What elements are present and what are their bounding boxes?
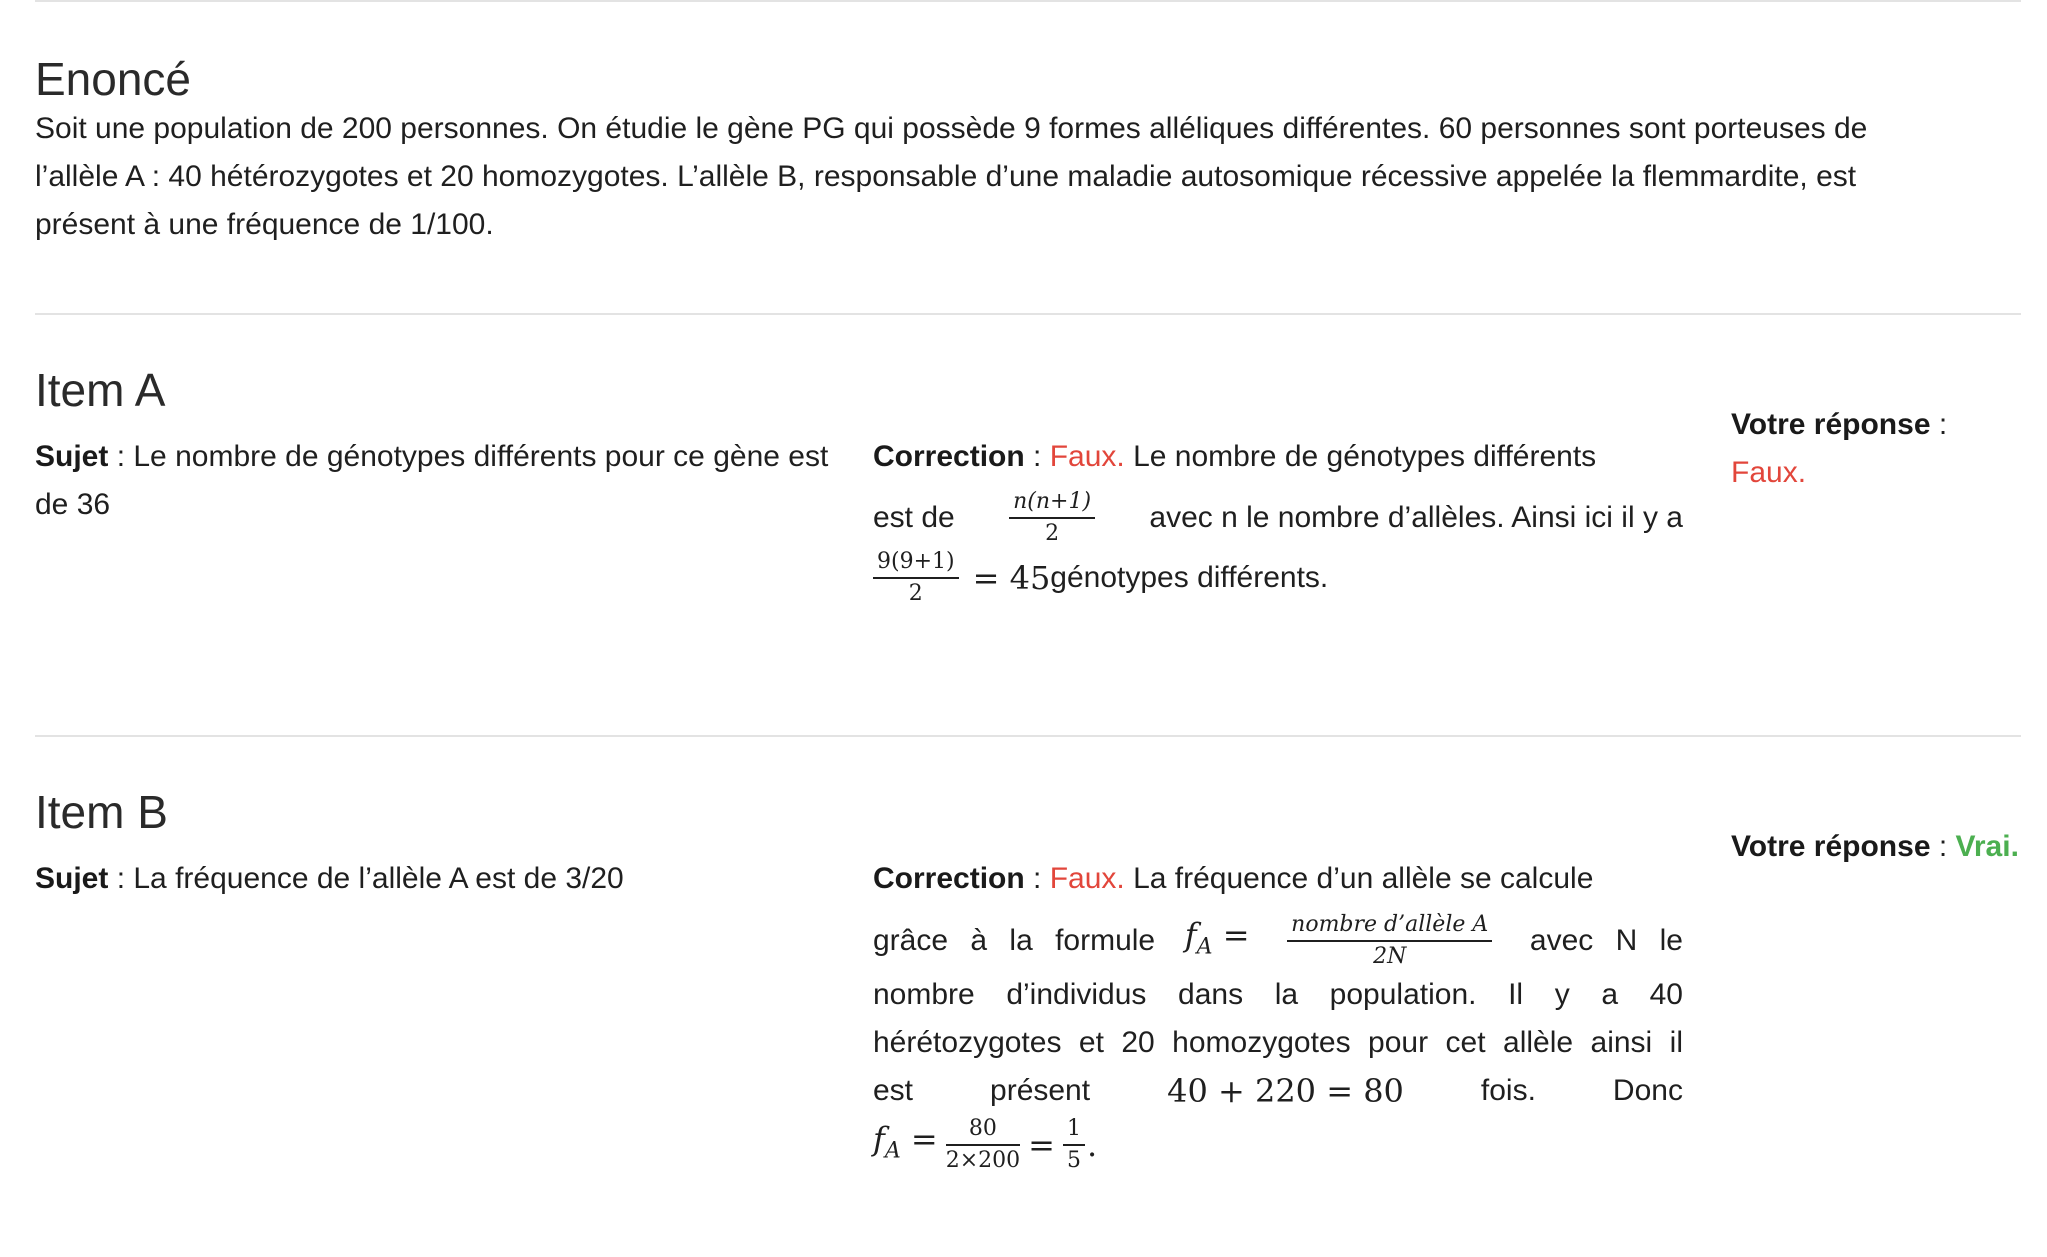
correction-line: [873, 855, 1683, 903]
item-title: Item B: [35, 785, 168, 838]
fraction: [1287, 912, 1492, 970]
correction-line: [873, 549, 1683, 607]
colon: :: [1930, 829, 1956, 863]
colon: :: [1024, 861, 1050, 895]
item-correction: [873, 433, 1683, 607]
fraction-denominator: 2×200: [945, 1148, 1021, 1174]
colon: :: [108, 439, 134, 473]
page: [35, 0, 2021, 1257]
fraction-denominator: 2: [1045, 520, 1060, 546]
correction-label: Correction: [873, 861, 1025, 895]
equation: 40 + 220 = 80: [1167, 1071, 1404, 1110]
correction-line: [873, 433, 1683, 481]
colon: :: [1024, 439, 1050, 473]
period: .: [1086, 1126, 1098, 1165]
correction-line: [873, 489, 1683, 547]
correction-line: [873, 1115, 1683, 1175]
correction-verdict: Faux.: [1049, 439, 1125, 473]
fraction: [946, 1116, 1020, 1174]
reponse-label: Votre réponse: [1731, 829, 1931, 863]
fraction-denominator: 2N: [1373, 943, 1407, 969]
correction-text: grâce à la formule: [873, 923, 1156, 957]
correction-text: La fréquence d’un allèle se calcule: [1124, 861, 1594, 895]
fraction-numerator: 9(9+1): [873, 549, 959, 579]
item-correction: [873, 855, 1683, 1176]
divider: [35, 0, 2021, 2]
correction-text: avec N le: [1529, 923, 1683, 957]
fraction: [1009, 489, 1095, 547]
enonce-line: présent à une fréquence de 1/100.: [35, 207, 494, 241]
formula-lhs: $f_A$ =: [1184, 915, 1250, 959]
correction-line: [873, 911, 1683, 971]
correction-line: nombre d’individus dans la population. Il y a 40: [873, 977, 1683, 1011]
enonce-section: [35, 54, 2021, 249]
item-reponse: [1731, 823, 2031, 871]
enonce-line: Soit une population de 200 personnes. On étudie le gène PG qui possède 9 formes alléliques différentes. 60 personnes sont porteuses de: [35, 111, 1868, 145]
item-a: [35, 315, 2021, 735]
reponse-value: Faux.: [1731, 455, 1807, 489]
correction-text: est de: [873, 500, 955, 534]
reponse-label: Votre réponse: [1731, 407, 1931, 441]
fraction-numerator: nombre d’allèle A: [1287, 912, 1492, 942]
fraction: [873, 549, 959, 607]
fraction-numerator: 80: [946, 1116, 1020, 1146]
item-reponse: [1731, 401, 2031, 497]
correction-text: Le nombre de génotypes différents: [1124, 439, 1597, 473]
colon: :: [108, 861, 134, 895]
correction-text: Donc: [1612, 1073, 1683, 1107]
sujet-text: La fréquence de l’allèle A est de 3/20: [133, 861, 624, 895]
correction-text: fois.: [1480, 1073, 1536, 1107]
item-sujet: [35, 433, 835, 529]
sujet-text: Le nombre de génotypes différents pour ce gène est de 36: [35, 439, 829, 521]
enonce-text: [35, 105, 2021, 249]
fraction-denominator: 2: [908, 580, 923, 606]
fraction-numerator: n(n+1): [1009, 489, 1095, 519]
item-title: Item A: [35, 363, 166, 416]
reponse-value: Vrai.: [1955, 829, 2019, 863]
fraction: [1063, 1116, 1085, 1174]
enonce-line: l’allèle A : 40 hétérozygotes et 20 homozygotes. L’allèle B, responsable d’une maladie autosomique récessive appelée la flemmardite, est: [35, 159, 1857, 193]
sujet-label: Sujet: [35, 861, 109, 895]
formula-lhs: $f_A$ =: [873, 1119, 938, 1164]
correction-verdict: Faux.: [1049, 861, 1125, 895]
correction-text: présent: [990, 1073, 1091, 1107]
correction-line: hérétozygotes et 20 homozygotes pour cet allèle ainsi il: [873, 1025, 1683, 1059]
equation: = 45: [972, 558, 1051, 597]
item-b: [35, 737, 2021, 1257]
enonce-title: Enoncé: [35, 53, 192, 105]
correction-label: Correction: [873, 439, 1025, 473]
item-sujet: [35, 855, 835, 903]
fraction-numerator: 1: [1063, 1116, 1085, 1146]
correction-text: génotypes différents.: [1050, 560, 1329, 594]
colon: :: [1930, 407, 1948, 441]
correction-text: est: [873, 1073, 914, 1107]
fraction-denominator: 5: [1066, 1148, 1081, 1174]
equals-sign: =: [1028, 1126, 1055, 1165]
sujet-label: Sujet: [35, 439, 109, 473]
correction-text: avec n le nombre d’allèles. Ainsi ici il y a: [1149, 500, 1683, 534]
correction-line: [873, 1067, 1683, 1115]
